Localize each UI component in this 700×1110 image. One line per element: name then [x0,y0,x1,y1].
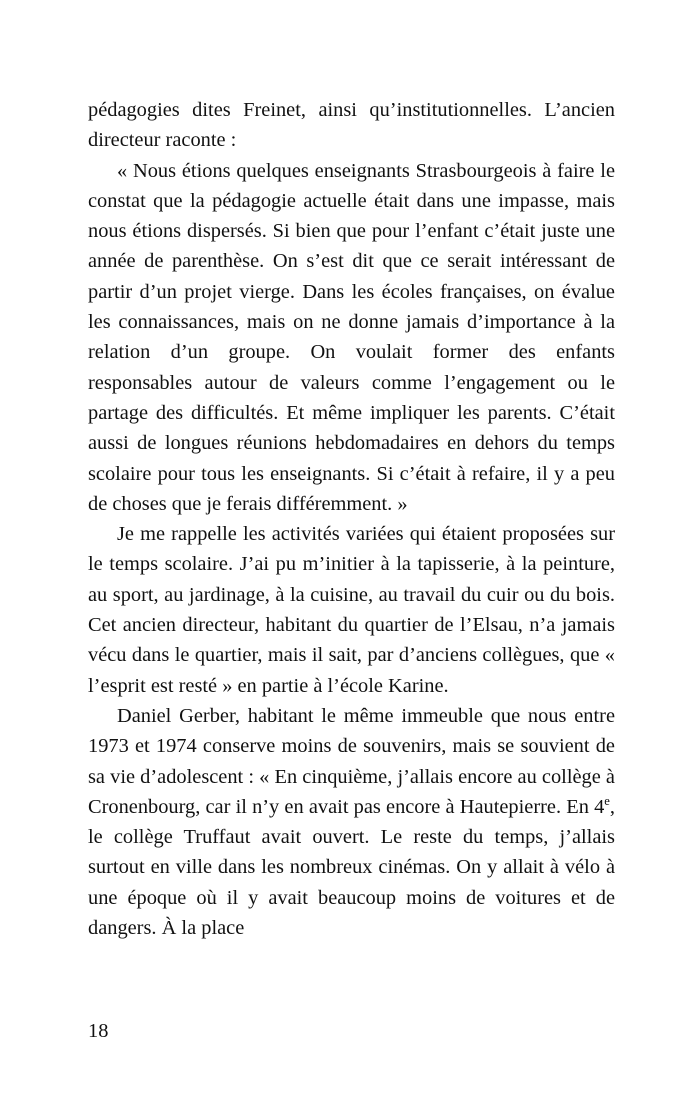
paragraph-text: , le collège Truffaut avait ouvert. Le reste du temps, j’allais surtout en ville dans les nombreux cinémas. On y allait à vélo à une époque où il y avait beaucoup moins de voitures et de dangers. À la place [88,795,615,940]
paragraph [88,701,615,943]
paragraph: pédagogies dites Freinet, ainsi qu’institutionnelles. L’ancien directeur raconte : [88,99,615,152]
paragraph-text: Daniel Gerber, habitant le même immeuble que nous entre 1973 et 1974 conserve moins de souvenirs, mais se souvient de sa vie d’adolescent : « En cinquième, j’allais encore au collège à Cronenbourg, car il n’y en avait pas encore à Hautepierre. En 4 [88,704,615,818]
page-body [88,95,615,943]
paragraph: Je me rappelle les activités variées qui étaient proposées sur le temps scolaire. J’ai pu m’initier à la tapisserie, à la peinture, au sport, au jardinage, à la cuisine, au travail du cuir ou du bois. Cet ancien directeur, habitant du quartier de l’Elsau, n’a jamais vécu dans le quartier, mais il sait, par d’anciens collègues, que « l’esprit est resté » en partie à l’école Karine. [88,523,615,697]
superscript: e [604,794,610,809]
page-number: 18 [88,1020,109,1042]
paragraph: « Nous étions quelques enseignants Strasbourgeois à faire le constat que la pédagogie actuelle était dans une impasse, mais nous étions dispersés. Si bien que pour l’enfant c’était juste une année de parenthèse. On s’est dit que ce serait intéressant de partir d’un projet vierge. Dans les écoles françaises, on évalue les connaissances, mais on ne donne jamais d’importance à la relation d’un groupe. On voulait former des enfants responsables autour de valeurs comme l’engagement ou le partage des difficultés. Et même impliquer les parents. C’était aussi de longues réunions hebdomadaires en dehors du temps scolaire pour tous les enseignants. Si c’était à refaire, il y a peu de choses que je ferais différemment. » [88,159,615,515]
